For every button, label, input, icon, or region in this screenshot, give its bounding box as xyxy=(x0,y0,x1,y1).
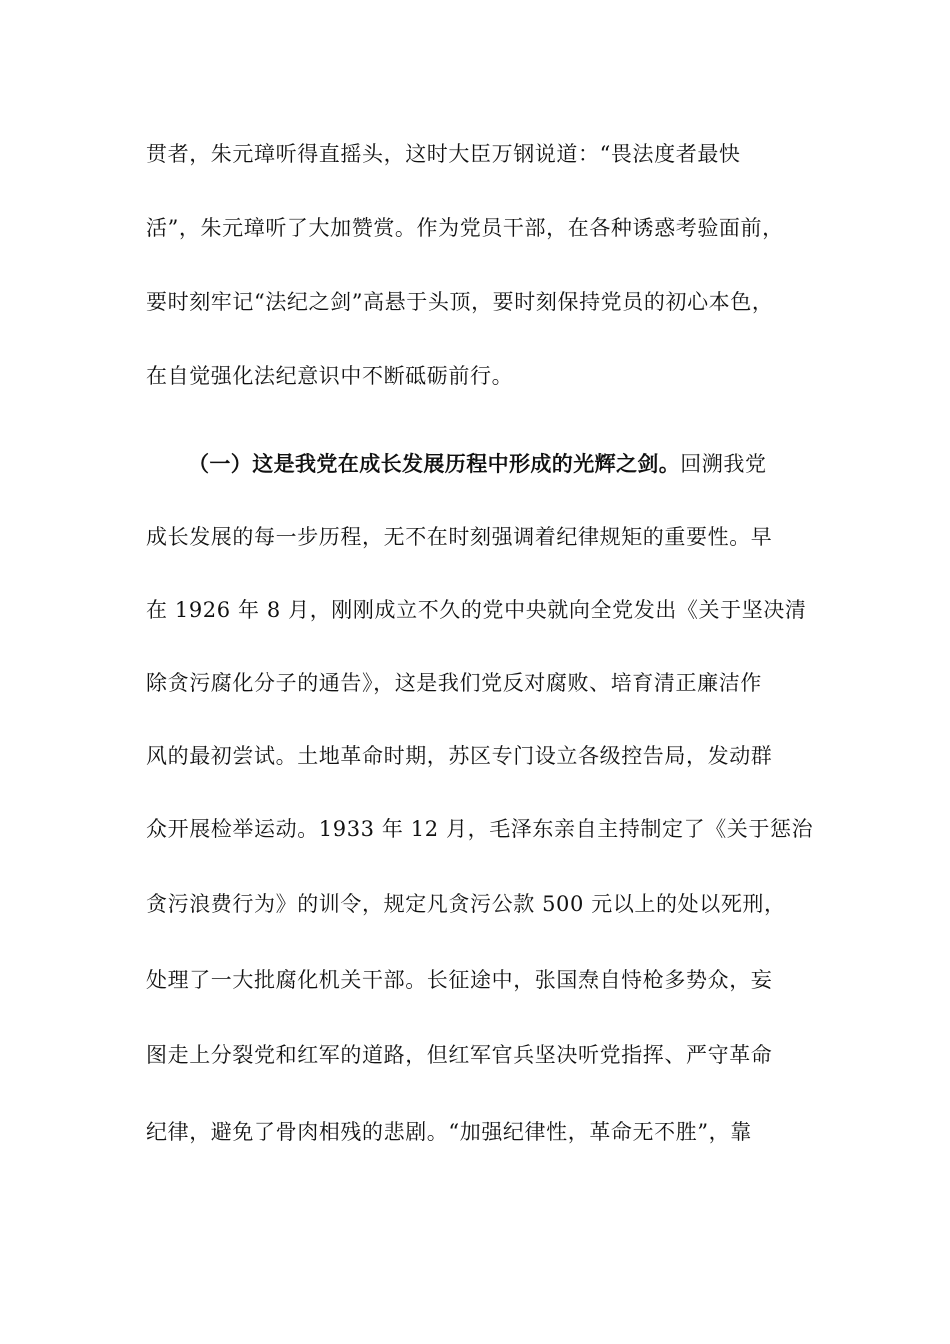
text-line: 众开展检举运动。1933 年 12 月，毛泽东亲自主持制定了《关于惩治 xyxy=(146,817,814,841)
text-line: 成长发展的每一步历程，无不在时刻强调着纪律规矩的重要性。早 xyxy=(146,525,773,549)
text-line: 在自觉强化法纪意识中不断砥砺前行。 xyxy=(146,364,514,388)
text-line: 图走上分裂党和红军的道路，但红军官兵坚决听党指挥、严守革命 xyxy=(146,1043,773,1067)
text-line: 纪律，避免了骨肉相残的悲剧。“加强纪律性，革命无不胜”，靠 xyxy=(146,1120,752,1144)
text-line: 处理了一大批腐化机关干部。长征途中，张国焘自恃枪多势众，妄 xyxy=(146,968,773,992)
text-line: 要时刻牢记“法纪之剑”高悬于头顶，要时刻保持党员的初心本色， xyxy=(146,290,774,314)
text-line: 贪污浪费行为》的训令，规定凡贪污公款 500 元以上的处以死刑， xyxy=(146,892,786,916)
text-line: 在 1926 年 8 月，刚刚成立不久的党中央就向全党发出《关于坚决清 xyxy=(146,598,807,622)
text-line: 活”，朱元璋听了大加赞赏。作为党员干部，在各种诱惑考验面前， xyxy=(146,216,784,240)
text-line: 风的最初尝试。土地革命时期，苏区专门设立各级控告局，发动群 xyxy=(146,744,773,768)
heading-line-text: 回溯我党 xyxy=(680,452,767,476)
text-line: 贯者，朱元璋听得直摇头，这时大臣万钢说道：“畏法度者最快 xyxy=(146,142,741,166)
section-heading-line xyxy=(188,444,836,484)
section-heading: （一）这是我党在成长发展历程中形成的光辉之剑。 xyxy=(188,452,681,476)
text-line: 除贪污腐化分子的通告》，这是我们党反对腐败、培育清正廉洁作 xyxy=(146,671,762,695)
